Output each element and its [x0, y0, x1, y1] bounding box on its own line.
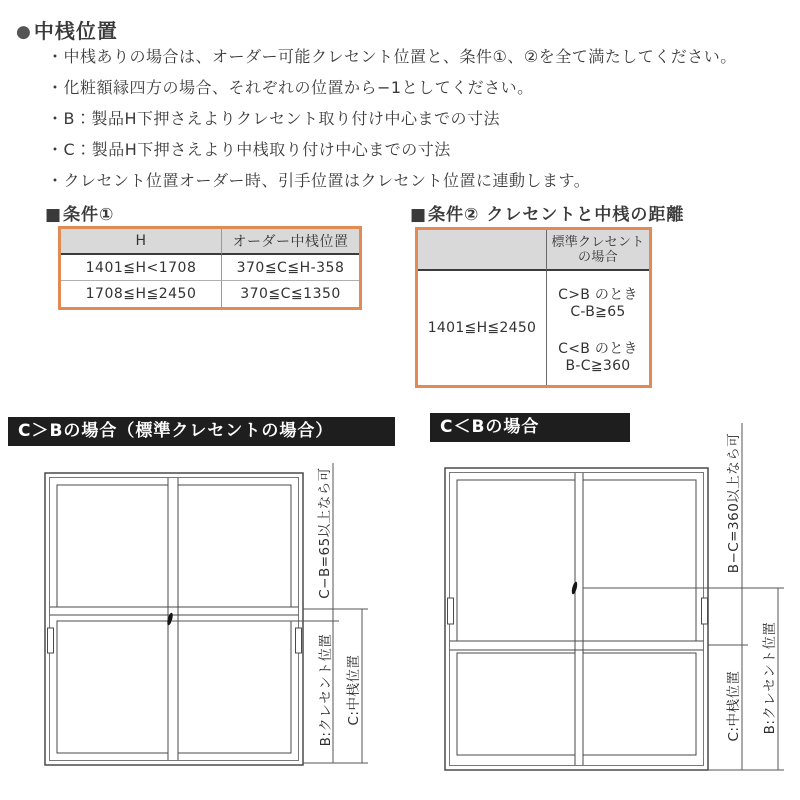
case-condition: C<B のとき — [558, 341, 638, 357]
condition2-row-label: 1401≦H≦2450 — [418, 271, 547, 385]
case-rule: C-B≧65 — [570, 304, 626, 320]
condition1-heading — [45, 200, 114, 225]
gap-dimension-label: B−C=360以上なら可 — [726, 432, 742, 574]
note-item — [47, 79, 792, 97]
bullet-icon: ・ — [47, 47, 64, 66]
gap-dimension-label: C−B=65以上なら可 — [317, 467, 333, 599]
diagram-left-window — [45, 463, 368, 765]
pull-handle-icon — [448, 598, 454, 624]
condition2-table — [415, 227, 652, 388]
center-stile — [575, 473, 583, 765]
glass-pane — [583, 653, 696, 755]
middle-rail — [450, 641, 704, 650]
note-text: クレセント位置オーダー時、引手位置はクレセント位置に連動します。 — [63, 171, 591, 190]
condition1-table — [58, 226, 362, 310]
condition2-title: 条件② クレセントと中桟の距離 — [428, 205, 685, 225]
case-block — [558, 287, 638, 321]
glass-pane — [583, 480, 696, 641]
window-inner-frame — [50, 478, 299, 761]
note-item — [47, 48, 792, 66]
glass-pane — [57, 621, 168, 753]
bullet-icon: ・ — [47, 78, 64, 97]
case-condition: C>B のとき — [558, 287, 638, 303]
condition2-heading — [410, 200, 684, 225]
c-dimension-label: C:中桟位置 — [346, 654, 362, 726]
pull-handle-icon — [48, 628, 54, 653]
bullet-icon: ・ — [47, 140, 64, 159]
note-text: C：製品H下押さえより中桟取り付け中心までの寸法 — [63, 140, 451, 159]
square-marker-icon: ■ — [45, 205, 63, 225]
table-cell: 1401≦H<1708 — [61, 255, 222, 281]
page-title-text: 中桟位置 — [33, 19, 118, 43]
window-inner-frame — [450, 473, 704, 766]
glass-pane — [178, 485, 291, 607]
window-outer-frame — [45, 473, 303, 765]
condition1-col-header-h: H — [61, 229, 222, 255]
pull-handle-icon — [296, 628, 302, 653]
glass-pane — [457, 653, 575, 755]
middle-rail — [50, 607, 299, 615]
notes-list — [47, 48, 792, 203]
window-outer-frame — [445, 468, 708, 770]
bullet-icon: ・ — [47, 109, 64, 128]
table-cell: 370≦C≦H-358 — [222, 255, 359, 281]
square-marker-icon: ■ — [410, 205, 428, 225]
condition1-col-header-order-rail-position: オーダー中桟位置 — [222, 229, 359, 255]
glass-pane — [457, 480, 575, 641]
condition2-cases-cell — [547, 271, 649, 385]
crescent-lock-icon — [166, 612, 174, 626]
note-item — [47, 172, 792, 190]
note-text: 中桟ありの場合は、オーダー可能クレセント位置と、条件①、②を全て満たしてください。 — [63, 47, 737, 66]
crescent-lock-icon — [571, 581, 579, 595]
glass-pane — [178, 621, 291, 753]
note-text: 化粧額縁四方の場合、それぞれの位置から−1としてください。 — [63, 78, 534, 97]
note-text: B：製品H下押さえよりクレセント取り付け中心までの寸法 — [63, 109, 501, 128]
diagram-right-title-bar: C＜Bの場合 — [430, 413, 630, 442]
table-cell: 370≦C≦1350 — [240, 286, 341, 302]
bullet-icon: ・ — [47, 171, 64, 190]
condition1-title: 条件① — [63, 205, 115, 225]
case-rule: B-C≧360 — [565, 358, 631, 374]
note-item — [47, 141, 792, 159]
c-dimension-label: C:中桟位置 — [726, 670, 742, 742]
pull-handle-icon — [702, 598, 708, 624]
page-title — [16, 15, 118, 44]
header-line: の場合 — [578, 249, 618, 265]
diagram-right-window — [445, 423, 784, 770]
case-block — [558, 341, 638, 375]
circle-marker-icon: ● — [16, 22, 32, 42]
b-dimension-label: B:クレセント位置 — [762, 621, 778, 735]
window-diagrams — [0, 405, 800, 800]
note-item — [47, 110, 792, 128]
table-cell: 1708≦H≦2450 — [61, 281, 222, 307]
condition2-header-empty-cell — [418, 230, 547, 271]
header-line: 標準クレセント — [551, 234, 645, 250]
condition2-col-header-standard-crescent — [547, 230, 649, 271]
b-dimension-label: B:クレセント位置 — [318, 633, 334, 747]
glass-pane — [57, 485, 168, 607]
diagram-left-title-bar: C＞Bの場合（標準クレセントの場合） — [8, 417, 395, 446]
